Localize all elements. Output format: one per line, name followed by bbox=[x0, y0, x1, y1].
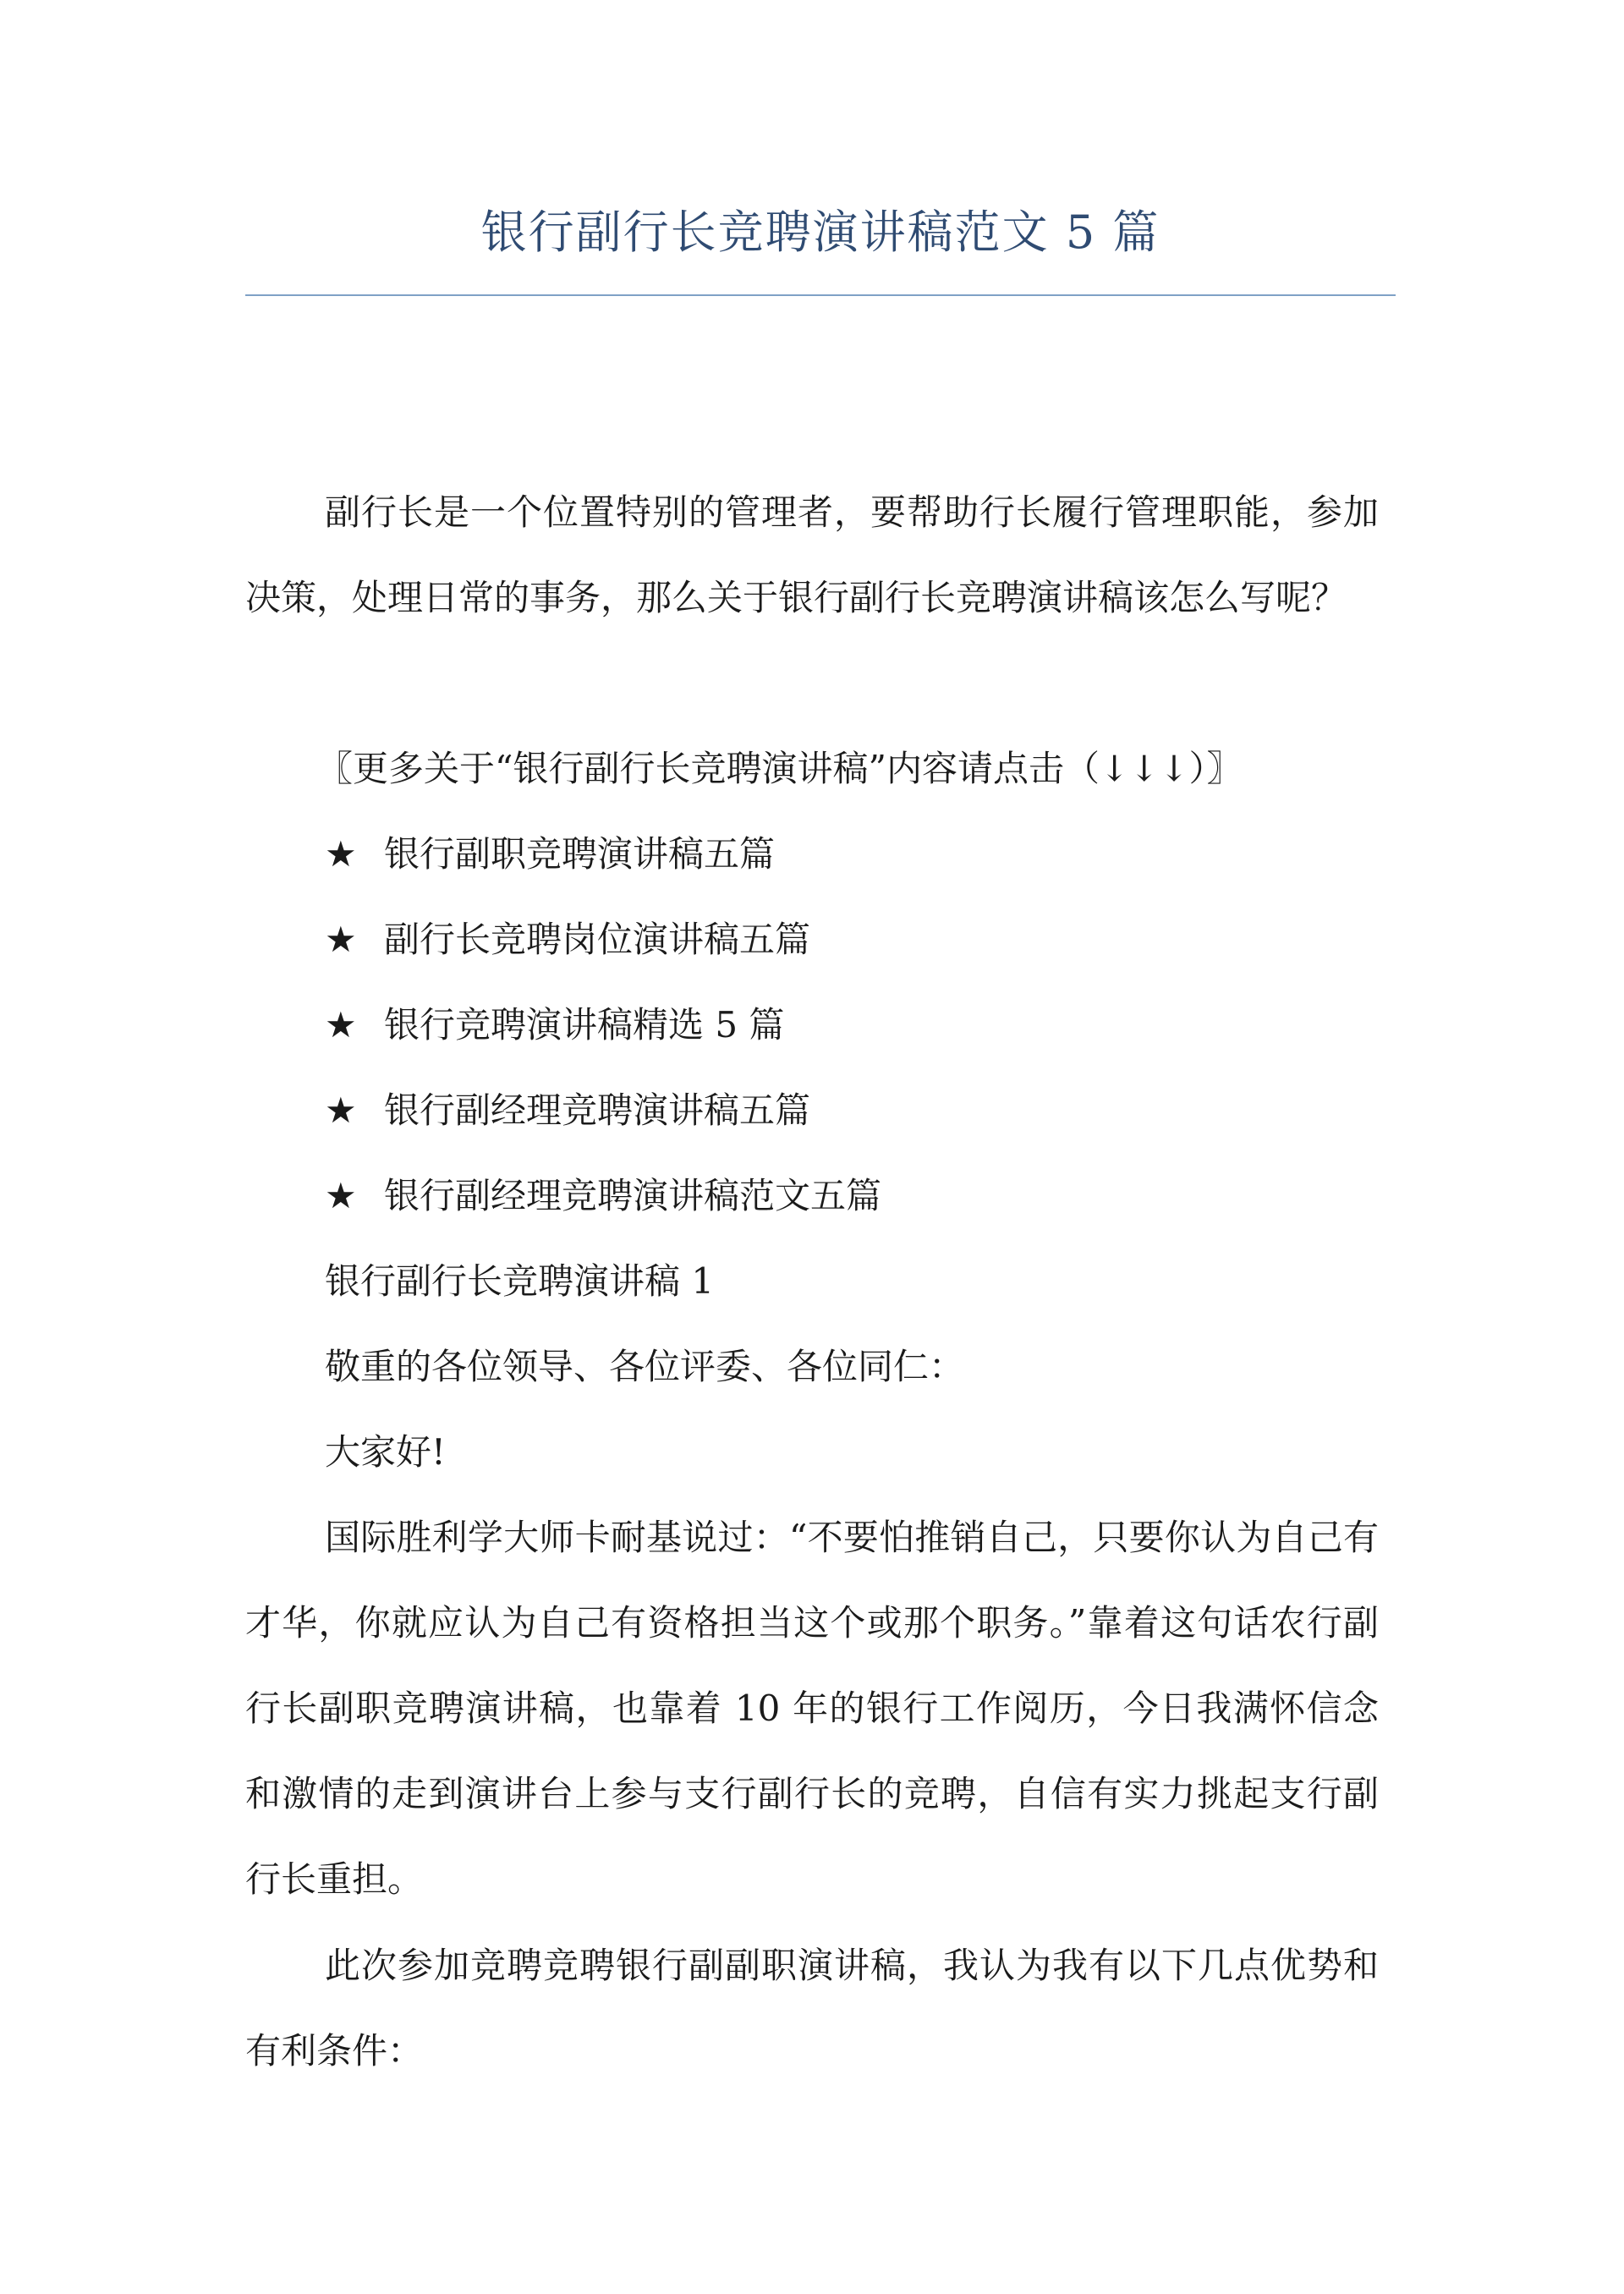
title-divider bbox=[245, 294, 1396, 296]
salutation: 敬重的各位领导、各位评委、各位同仁： bbox=[325, 1346, 965, 1387]
section-heading: 银行副行长竞聘演讲稿 1 bbox=[325, 1260, 715, 1302]
related-link-1[interactable] bbox=[325, 811, 1467, 897]
more-content-prompt[interactable]: 〖更多关于“银行副行长竞聘演讲稿”内容请点击（↓↓↓）〗 bbox=[317, 748, 1243, 789]
body-paragraph-1: 国际胜利学大师卡耐基说过：“不要怕推销自己，只要你认为自己有才华，你就应认为自己有资格担当这个或那个职务。”靠着这句话农行副行长副职竞聘演讲稿，也靠着 10 年的银行工作阅历，今日我满怀信念和激情的走到演讲台上参与支行副行长的竞聘，自信有实力挑起支行副行长重担。 bbox=[245, 1517, 1379, 1900]
related-link-5[interactable] bbox=[325, 1153, 1467, 1238]
related-link-4[interactable] bbox=[325, 1067, 1467, 1153]
related-link-label: 银行副经理竞聘演讲稿范文五篇 bbox=[384, 1175, 882, 1216]
star-icon: ★ bbox=[325, 919, 357, 960]
related-link-label: 银行副经理竞聘演讲稿五篇 bbox=[384, 1089, 811, 1131]
star-icon: ★ bbox=[325, 1089, 357, 1131]
related-link-label: 银行副职竞聘演讲稿五篇 bbox=[384, 833, 776, 875]
star-icon: ★ bbox=[325, 1175, 357, 1216]
body-paragraph-2: 此次参加竞聘竞聘银行副副职演讲稿，我认为我有以下几点优势和有利条件： bbox=[245, 1945, 1379, 2072]
related-link-2[interactable] bbox=[325, 897, 1467, 982]
star-icon: ★ bbox=[325, 833, 357, 875]
star-icon: ★ bbox=[325, 1004, 357, 1045]
related-link-label: 副行长竞聘岗位演讲稿五篇 bbox=[384, 919, 811, 960]
intro-paragraph: 副行长是一个位置特别的管理者，要帮助行长履行管理职能，参加决策，处理日常的事务，那么关于银行副行长竞聘演讲稿该怎么写呢？ bbox=[245, 491, 1379, 618]
related-link-label: 银行竞聘演讲稿精选 5 篇 bbox=[384, 1004, 785, 1045]
greeting: 大家好! bbox=[325, 1431, 446, 1473]
related-link-3[interactable] bbox=[325, 982, 1467, 1067]
document-title: 银行副行长竞聘演讲稿范文 5 篇 bbox=[480, 206, 1160, 259]
